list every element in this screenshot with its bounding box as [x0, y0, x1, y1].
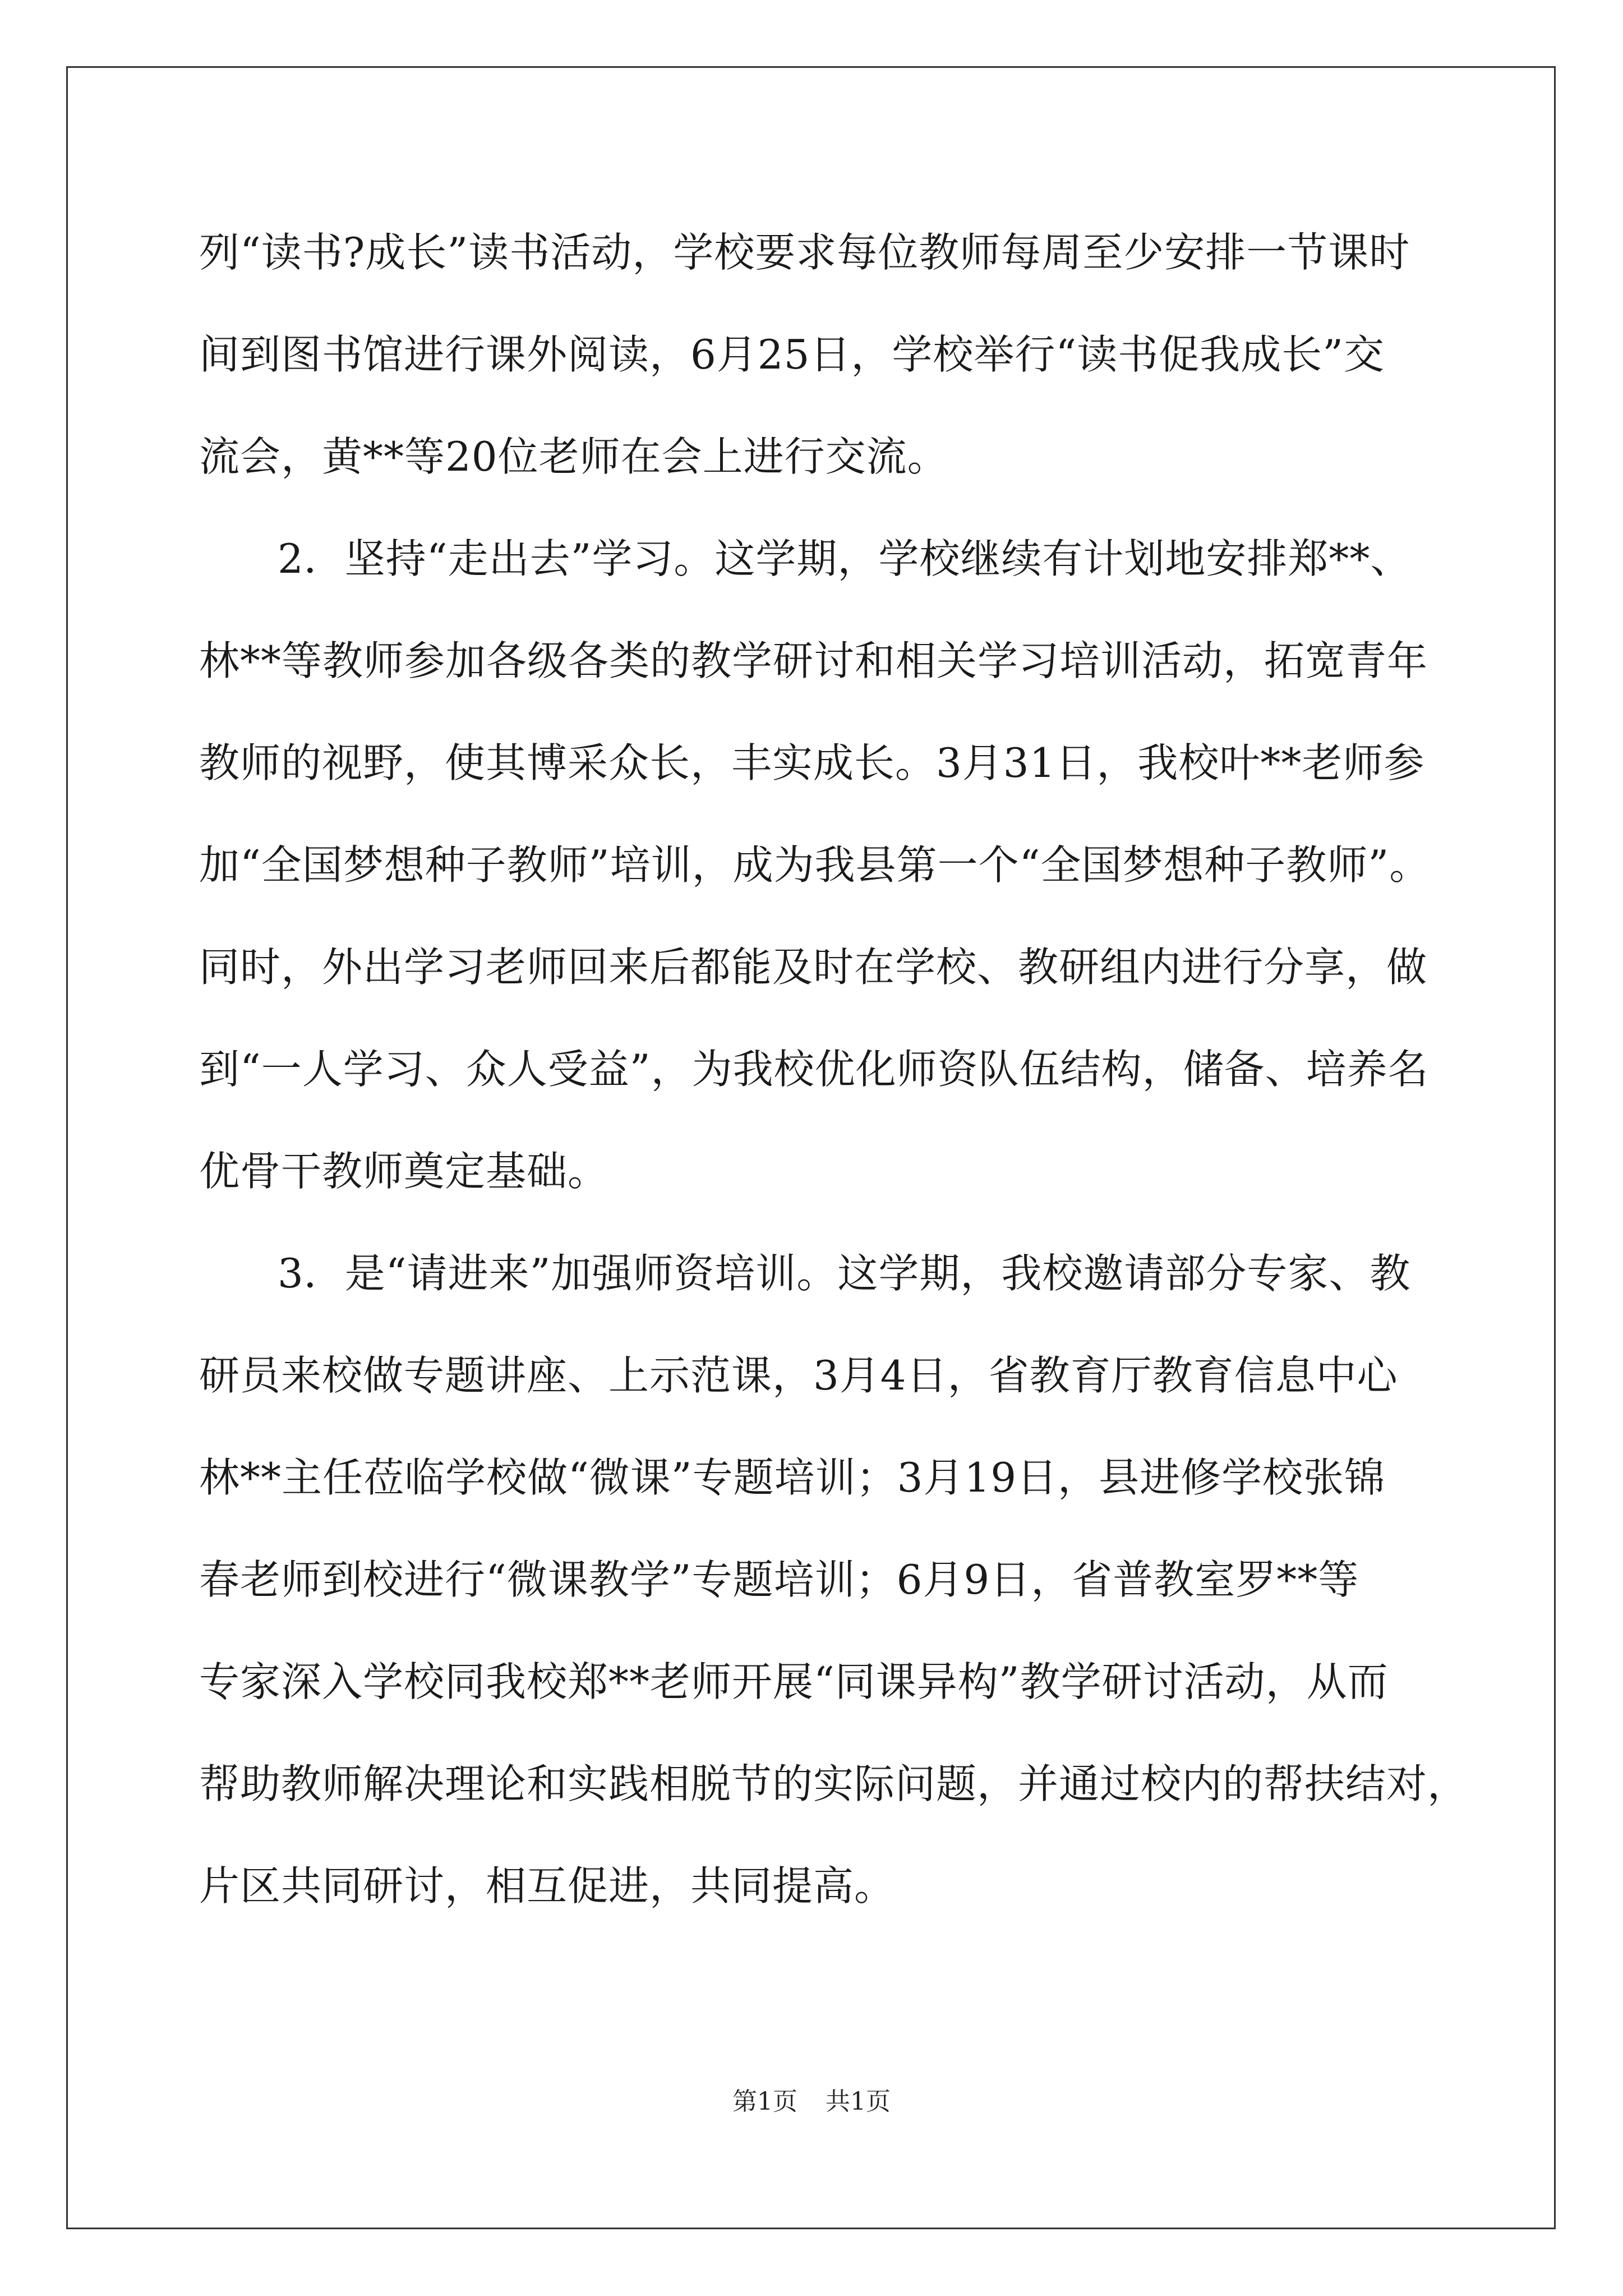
text-line: 林**主任莅临学校做“微课”专题培训；3月19日，县进修学校张锦 — [199, 1454, 1386, 1501]
text-line: 优骨干教师奠定基础。 — [199, 1148, 609, 1195]
text-line: 教师的视野，使其博采众长，丰实成长。3月31日，我校叶**老师参 — [199, 739, 1425, 786]
text-line: 间到图书馆进行课外阅读，6月25日，学校举行“读书促我成长”交 — [199, 331, 1385, 378]
text-line: 专家深入学校同我校郑**老师开展“同课异构”教学研讨活动，从而 — [199, 1658, 1389, 1705]
text-line: 加“全国梦想种子教师”培训，成为我县第一个“全国梦想种子教师”。 — [199, 841, 1431, 889]
text-line: 列“读书?成长”读书活动，学校要求每位教师每周至少安排一节课时 — [199, 229, 1410, 276]
text-line: 流会，黄**等20位老师在会上进行交流。 — [199, 433, 948, 480]
page-number-current: 第1页 — [732, 2087, 797, 2116]
text-line: 帮助教师解决理论和实践相脱节的实际问题，并通过校内的帮扶结对， — [199, 1760, 1469, 1807]
text-line: 同时，外出学习老师回来后都能及时在学校、教研组内进行分享，做 — [199, 944, 1428, 991]
paragraph-2-start: 2．坚持“走出去”学习。这学期，学校继续有计划地安排郑**、 — [278, 535, 1412, 582]
document-body — [199, 213, 1489, 1949]
text-line: 到“一人学习、众人受益”，为我校优化师资队伍结构，储备、培养名 — [199, 1046, 1429, 1093]
paragraph-3-start: 3．是“请进来”加强师资培训。这学期，我校邀请部分专家、教 — [278, 1250, 1411, 1297]
page-footer — [0, 2081, 1623, 2117]
page-number-total: 共1页 — [826, 2087, 891, 2116]
text-line: 林**等教师参加各级各类的教学研讨和相关学习培训活动，拓宽青年 — [199, 637, 1428, 684]
text-line: 春老师到校进行“微课教学”专题培训；6月9日，省普教室罗**等 — [199, 1556, 1359, 1603]
text-line: 研员来校做专题讲座、上示范课，3月4日，省教育厅教育信息中心 — [199, 1352, 1398, 1399]
text-line: 片区共同研讨，相互促进，共同提高。 — [199, 1862, 896, 1910]
